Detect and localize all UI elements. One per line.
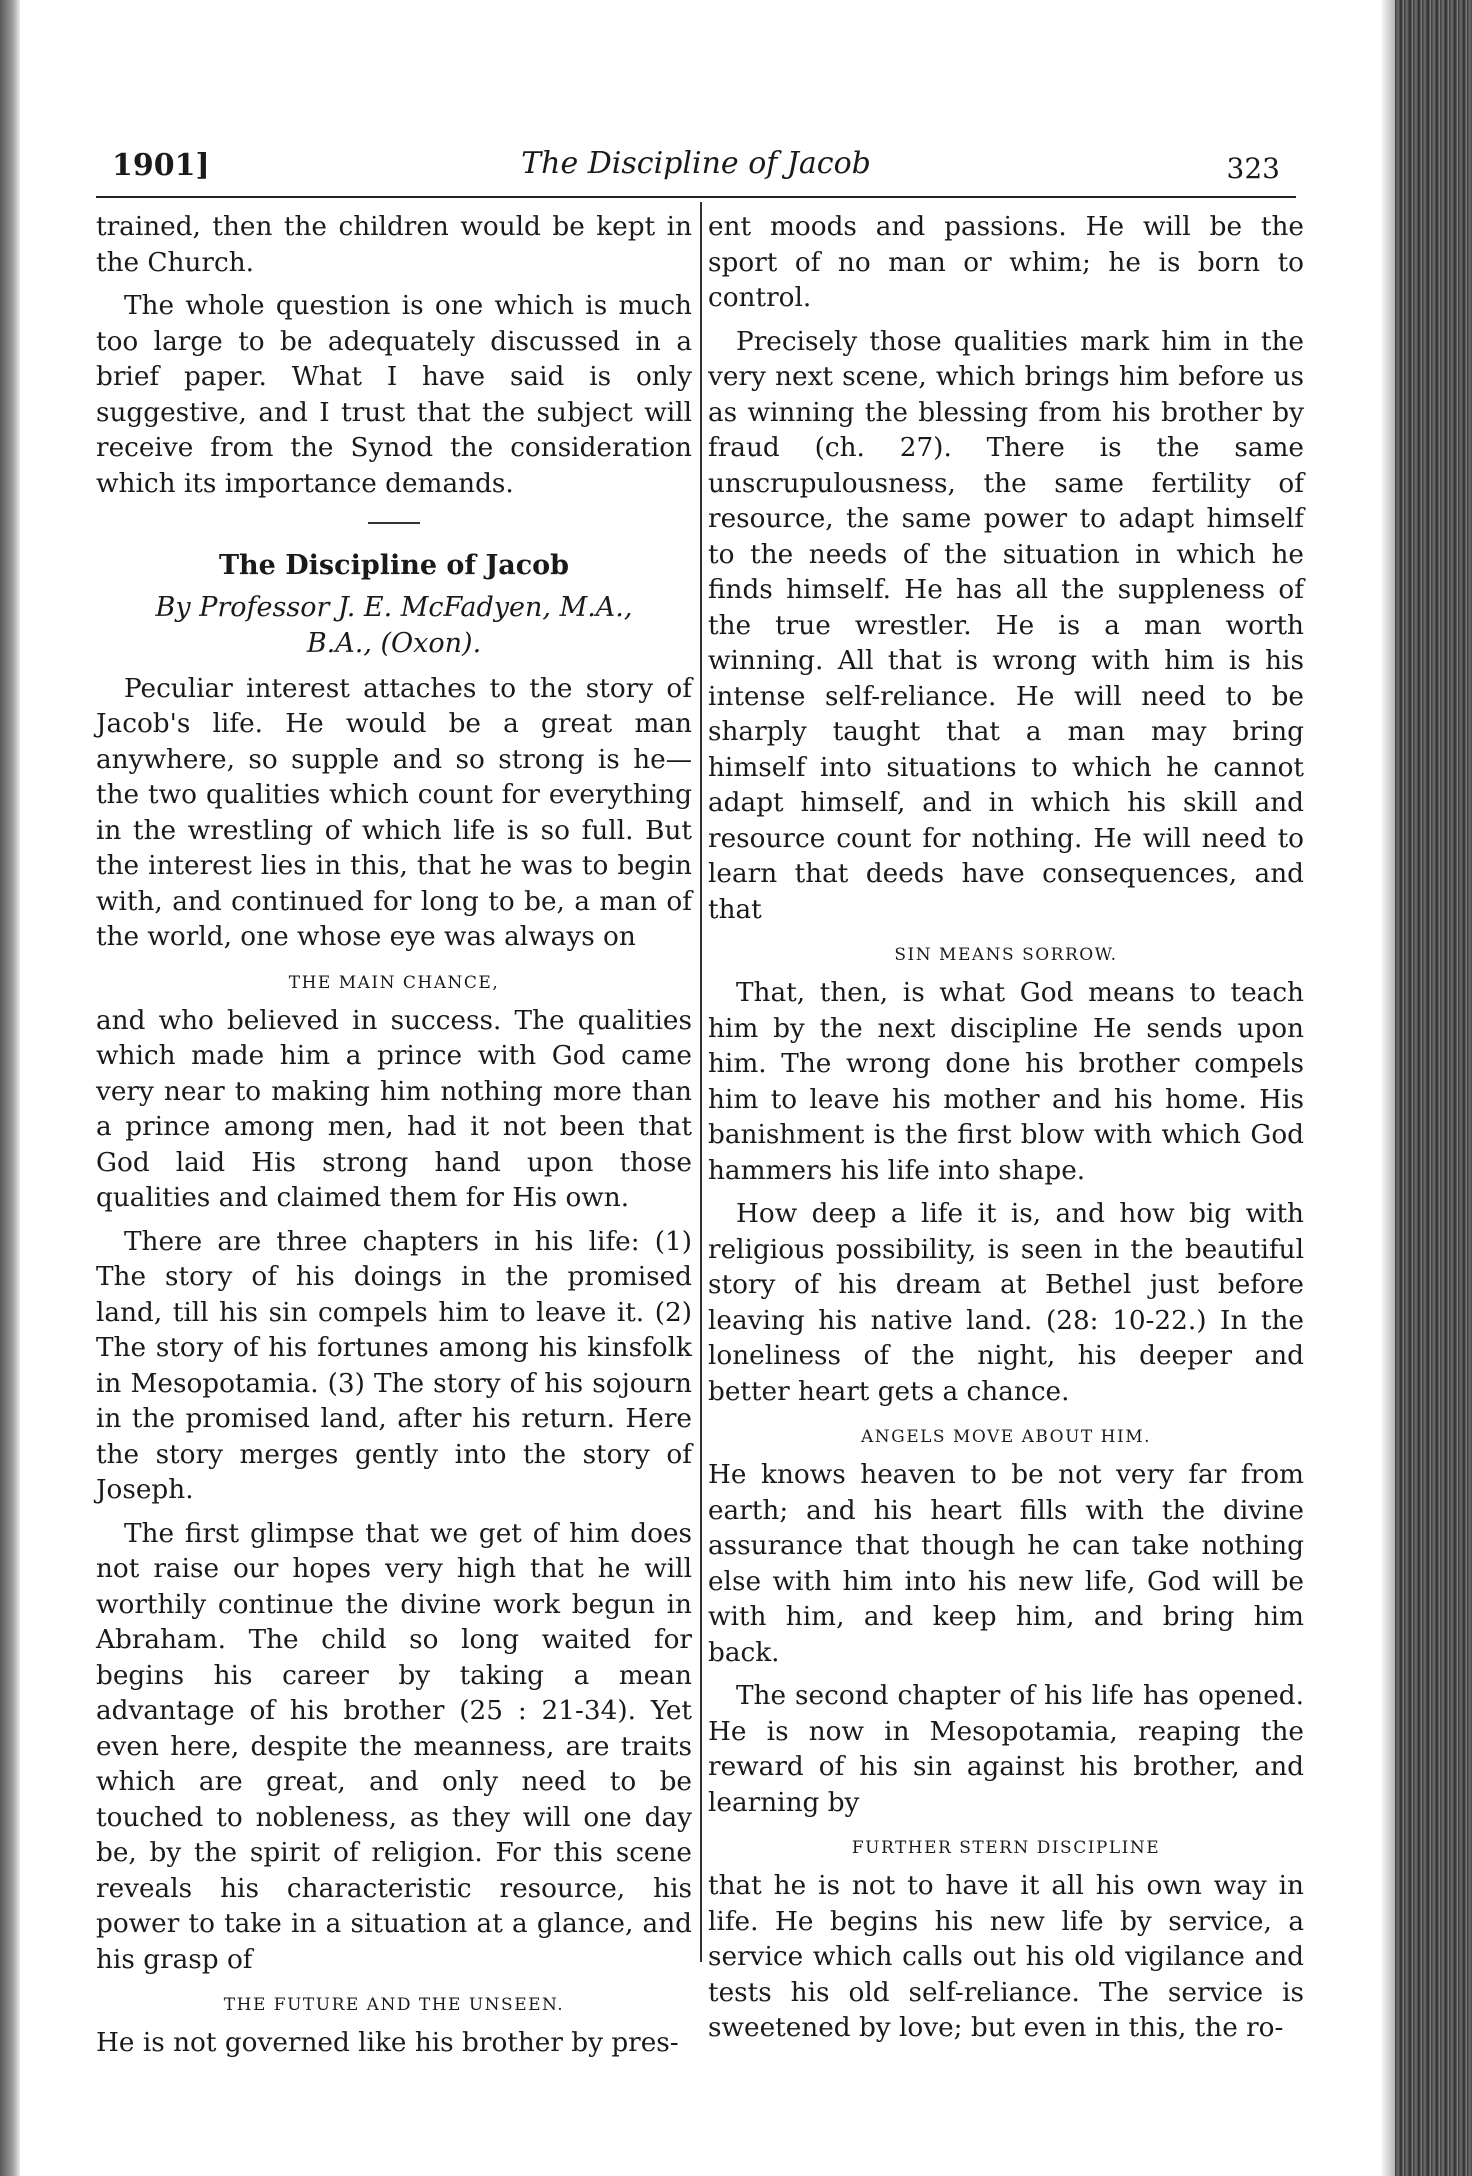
byline-line-2: B.A., (Oxon).: [306, 627, 482, 659]
paragraph: Precisely those qualities mark him in the very next scene, which brings him before us as winning the blessing from his brother by fraud (ch. 27). There is the same unscrupulousness, the same fertility of resource, the same power to adapt himself to the needs of the situation in which he finds himself. He has all the suppleness of the true wrestler. He is a man worth winning. All that is wrong with him is his intense self-reliance. He will need to be sharply taught that a man may bring himself into situations to which he cannot adapt himself, and in which his skill and resource count for nothing. He will need to learn that deeds have consequences, and that: [708, 326, 1304, 925]
section-subhead: THE FUTURE AND THE UNSEEN.: [223, 1995, 565, 2015]
byline: [96, 590, 692, 662]
paragraph: The second chapter of his life has opened. He is now in Mesopotamia, reaping the reward of his sin against his brother, and learning by: [708, 1681, 1304, 1818]
byline-line-1: By Professor J. E. McFadyen, M.A.,: [155, 591, 633, 623]
paragraph: He knows heaven to be not very far from earth; and his heart fills with the divine assurance that though he can take nothing else with him into his new life, God will be with him, and keep him, and bring him back.: [708, 1460, 1304, 1668]
paragraph: There are three chapters in his life: (1) The story of his doings in the promised land, till his sin compels him to leave it. (2) The story of his fortunes among his kinsfolk in Mesopotamia. (3) The story of his sojourn in the promised land, after his return. Here the story merges gently into the story of Joseph.: [96, 1226, 692, 1505]
paragraph: The first glimpse that we get of him does not raise our hopes very high that he will worthily continue the divine work begun in Abraham. The child so long waited for begins his career by taking a mean advantage of his brother (25 : 21-34). Yet even here, despite the meanness, are traits which are great, and only need to be touched to nobleness, as they will one day be, by the spirit of religion. For this scene reveals his characteristic resource, his power to take in a situation at a glance, and his grasp of: [96, 1518, 692, 1975]
right-column: [708, 210, 1304, 2047]
section-subhead: SIN MEANS SORROW.: [894, 945, 1118, 965]
running-title: The Discipline of Jacob: [521, 146, 871, 181]
paragraph: that he is not to have it all his own way in life. He begins his new life by service, a service which calls out his old vigilance and tests his old self-reliance. The service is sweetened by love; but even in this, the ro-: [708, 1871, 1304, 2043]
paragraph: That, then, is what God means to teach him by the next discipline He sends upon him. The wrong done his brother compels him to leave his mother and his home. His banishment is the first blow with which God hammers his life into shape.: [708, 978, 1304, 1186]
paragraph: Peculiar interest attaches to the story of Jacob's life. He would be a great man anywhere, so supple and so strong is he—the two qualities which count for everything in the wrestling of which life is so full. But the interest lies in this, that he was to begin with, and continued for long to be, a man of the world, one whose eye was always on: [96, 673, 692, 952]
section-subhead: THE MAIN CHANCE,: [288, 972, 500, 993]
paragraph: trained, then the children would be kept in the Church.: [96, 212, 692, 278]
book-page: [96, 140, 1304, 2058]
paragraph: He is not governed like his brother by pres-: [96, 2028, 679, 2058]
paragraph: and who believed in success. The qualities which made him a prince with God came very near to making him nothing more than a prince among men, had it not been that God laid His strong hand upon those qualities and claimed them for His own.: [96, 1005, 692, 1213]
left-column: [96, 210, 692, 2062]
book-binding-left: [0, 0, 20, 2176]
paragraph: ent moods and passions. He will be the sport of no man or whim; he is born to control.: [708, 212, 1304, 313]
page-header: [96, 140, 1296, 198]
page-number: 323: [1226, 152, 1280, 185]
book-page-edges: [1395, 0, 1472, 2176]
section-subhead: FURTHER STERN DISCIPLINE: [851, 1838, 1161, 1858]
article-title: The Discipline of Jacob: [218, 550, 570, 581]
paragraph: The whole question is one which is much too large to be adequately discussed in a brief paper. What I have said is only suggestive, and I trust that the subject will receive from the Synod the consideration which its importance demands.: [96, 291, 692, 499]
column-divider: [700, 202, 702, 1962]
header-year: 1901]: [112, 148, 210, 183]
paragraph: How deep a life it is, and how big with religious possibility, is seen in the beautiful story of his dream at Bethel just before leaving his native land. (28: 10-22.) In the loneliness of the night, his deeper and better heart gets a chance.: [708, 1199, 1304, 1407]
page-gutter-shadow: [1382, 0, 1396, 2176]
section-subhead: ANGELS MOVE ABOUT HIM.: [860, 1427, 1152, 1447]
section-rule: [368, 522, 420, 524]
